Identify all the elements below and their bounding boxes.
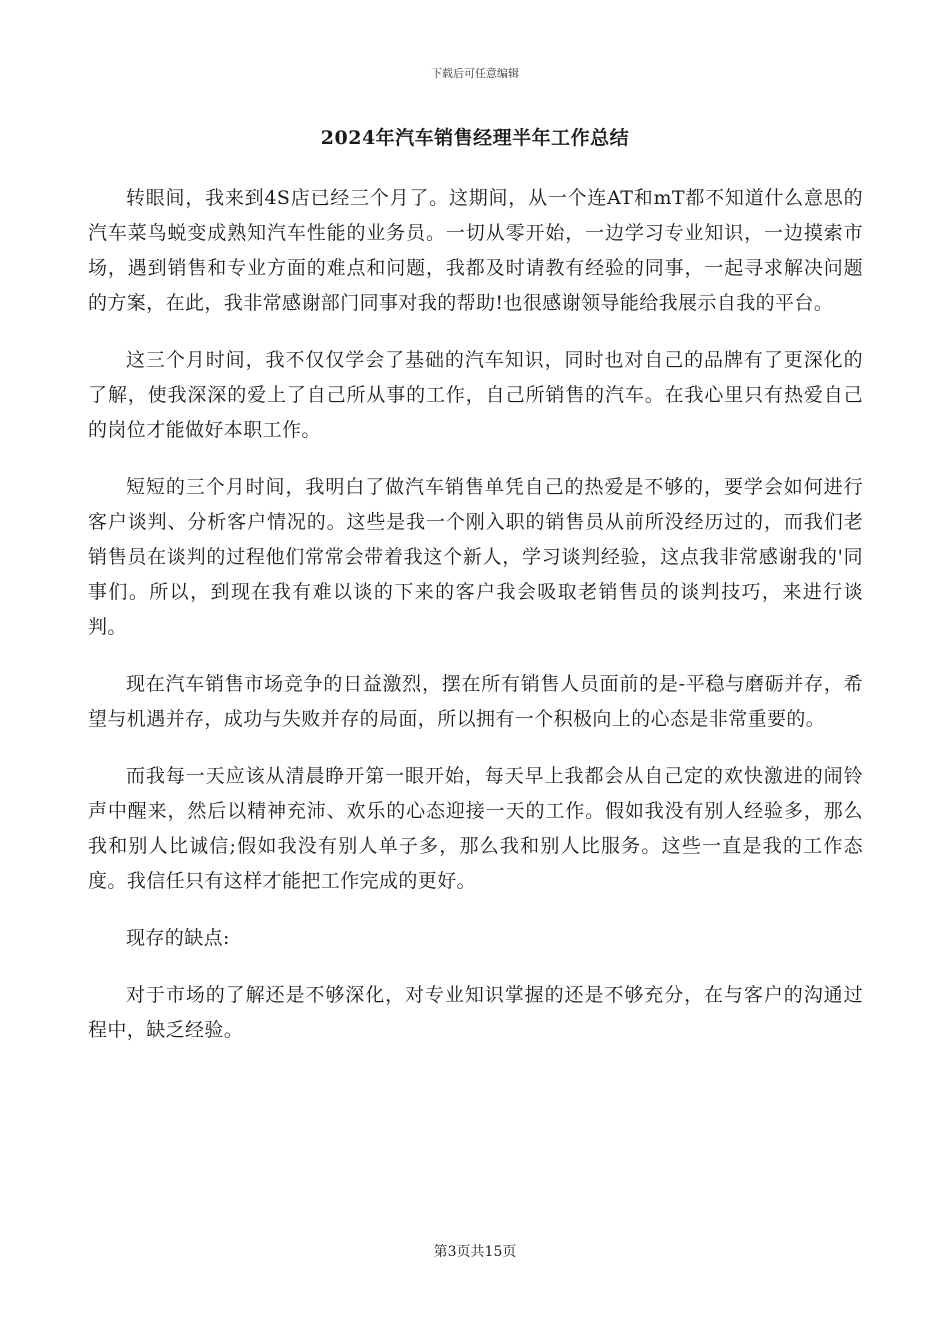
paragraph: 对于市场的了解还是不够深化，对专业知识掌握的还是不够充分，在与客户的沟通过程中，缺乏经验。: [88, 984, 863, 1041]
paragraph: 现在汽车销售市场竞争的日益激烈，摆在所有销售人员面前的是-平稳与磨砺并存，希望与机遇并存，成功与失败并存的局面，所以拥有一个积极向上的心态是非常重要的。: [88, 673, 863, 730]
page-number-footer: 第3页共15页: [433, 1244, 517, 1260]
document-title: 2024年汽车销售经理半年工作总结: [320, 127, 630, 149]
paragraph: 而我每一天应该从清晨睁开第一眼开始，每天早上我都会从自己定的欢快激进的闹铃声中醒来，然后以精神充沛、欢乐的心态迎接一天的工作。假如我没有别人经验多，那么我和别人比诚信;假如我没有别人单子多，那么我和别人比服务。这些一直是我的工作态度。我信任只有这样才能把工作完成的更好。: [88, 765, 863, 892]
section-heading: 现存的缺点:: [126, 927, 230, 949]
paragraph: 这三个月时间，我不仅仅学会了基础的汽车知识，同时也对自己的品牌有了更深化的了解，使我深深的爱上了自己所从事的工作，自己所销售的汽车。在我心里只有热爱自己的岗位才能做好本职工作。: [88, 349, 863, 441]
paragraph: 转眼间，我来到4S店已经三个月了。这期间，从一个连AT和mT都不知道什么意思的汽车菜鸟蜕变成熟知汽车性能的业务员。一切从零开始，一边学习专业知识，一边摸索市场，遇到销售和专业方面的难点和问题，我都及时请教有经验的同事，一起寻求解决问题的方案，在此，我非常感谢部门同事对我的帮助!也很感谢领导能给我展示自我的平台。: [88, 187, 863, 314]
header-note: 下载后可任意编辑: [431, 67, 519, 80]
document-body: [88, 181, 863, 1070]
paragraph: 短短的三个月时间，我明白了做汽车销售单凭自己的热爱是不够的，要学会如何进行客户谈判、分析客户情况的。这些是我一个刚入职的销售员从前所没经历过的，而我们老销售员在谈判的过程他们常常会带着我这个新人，学习谈判经验，这点我非常感谢我的'同事们。所以，到现在我有难以谈的下来的客户我会吸取老销售员的谈判技巧，来进行谈判。: [88, 476, 863, 638]
